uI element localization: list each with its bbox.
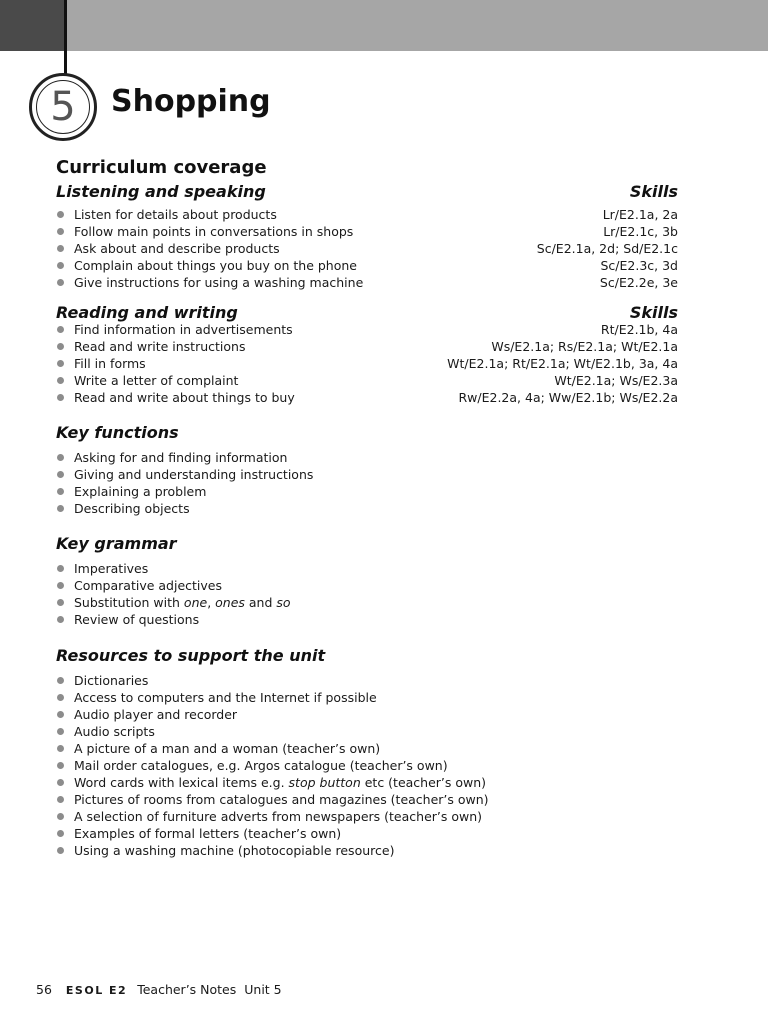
list-item (56, 757, 678, 774)
main-content (56, 156, 678, 859)
item-text: Listen for details about products (74, 207, 277, 222)
skills-code: Sc/E2.2e, 3e (599, 275, 678, 290)
item-text: A selection of furniture adverts from newspapers (teacher’s own) (74, 809, 483, 824)
item-text (74, 594, 291, 611)
page-footer (36, 982, 282, 997)
listening-list (56, 206, 678, 291)
header-band-dark (0, 0, 65, 51)
list-item (56, 223, 678, 240)
bullet-icon (57, 745, 64, 752)
reading-section (56, 302, 678, 406)
item-text: Using a washing machine (photocopiable resource) (74, 843, 395, 858)
bullet-icon (57, 830, 64, 837)
skills-code: Sc/E2.3c, 3d (600, 258, 678, 273)
bullet-icon (57, 245, 64, 252)
bullet-icon (57, 616, 64, 623)
item-text (74, 774, 486, 791)
listening-heading: Listening and speaking (56, 182, 266, 201)
skills-code: Wt/E2.1a; Ws/E2.3a (554, 373, 678, 388)
skills-code: Ws/E2.1a; Rs/E2.1a; Wt/E2.1a (491, 339, 678, 354)
reading-skills-label: Skills (629, 303, 678, 322)
substitution-word-one: one (183, 595, 208, 610)
item-text: Ask about and describe products (74, 241, 280, 256)
key-grammar-section (56, 533, 678, 628)
substitution-word-so: so (276, 595, 291, 610)
key-grammar-heading: Key grammar (56, 534, 177, 553)
list-item (56, 466, 678, 483)
list-item (56, 372, 678, 389)
substitution-prefix: Substitution with (74, 595, 184, 610)
item-text: Fill in forms (74, 356, 146, 371)
item-text: Write a letter of complaint (74, 373, 239, 388)
page-title: Shopping (111, 84, 271, 119)
bullet-icon (57, 279, 64, 286)
bullet-icon (57, 728, 64, 735)
item-text: Examples of formal letters (teacher’s own) (74, 826, 342, 841)
list-item (56, 206, 678, 223)
footer-notes: Teacher’s Notes (137, 982, 237, 997)
list-item (56, 723, 678, 740)
item-text: Read and write about things to buy (74, 390, 295, 405)
skills-code: Wt/E2.1a; Rt/E2.1a; Wt/E2.1b, 3a, 4a (447, 356, 678, 371)
resources-list (56, 672, 678, 859)
list-item (56, 594, 678, 611)
item-text: Pictures of rooms from catalogues and magazines (teacher’s own) (74, 792, 489, 807)
item-text: Explaining a problem (74, 484, 207, 499)
bullet-icon (57, 211, 64, 218)
resources-section (56, 645, 678, 859)
skills-code: Lr/E2.1c, 3b (603, 224, 678, 239)
list-item (56, 672, 678, 689)
item-text: Review of questions (74, 612, 200, 627)
bullet-icon (57, 677, 64, 684)
bullet-icon (57, 488, 64, 495)
substitution-sep-2: and (244, 595, 277, 610)
item-text: Read and write instructions (74, 339, 246, 354)
key-functions-list (56, 449, 678, 517)
bullet-icon (57, 565, 64, 572)
unit-number-badge (29, 73, 97, 141)
page-number: 56 (36, 982, 52, 997)
item-text: Audio player and recorder (74, 707, 238, 722)
list-item (56, 389, 678, 406)
skills-code: Lr/E2.1a, 2a (602, 207, 678, 222)
unit-number: 5 (36, 80, 90, 134)
list-item (56, 500, 678, 517)
resources-heading: Resources to support the unit (56, 646, 326, 665)
list-item (56, 842, 678, 859)
item-text: Giving and understanding instructions (74, 467, 314, 482)
bullet-icon (57, 262, 64, 269)
word-cards-suffix: etc (teacher’s own) (360, 775, 487, 790)
bullet-icon (57, 394, 64, 401)
list-item (56, 449, 678, 466)
list-item (56, 483, 678, 500)
item-text: Audio scripts (74, 724, 155, 739)
list-item (56, 689, 678, 706)
item-text: Give instructions for using a washing machine (74, 275, 364, 290)
bullet-icon (57, 454, 64, 461)
item-text: A picture of a man and a woman (teacher’s own) (74, 741, 381, 756)
bullet-icon (57, 847, 64, 854)
item-text: Access to computers and the Internet if possible (74, 690, 377, 705)
word-cards-example: stop button (288, 775, 361, 790)
item-text: Find information in advertisements (74, 322, 293, 337)
bullet-icon (57, 343, 64, 350)
item-text: Describing objects (74, 501, 190, 516)
substitution-word-ones: ones (215, 595, 245, 610)
list-item (56, 274, 678, 291)
list-item (56, 706, 678, 723)
bullet-icon (57, 796, 64, 803)
word-cards-prefix: Word cards with lexical items e.g. (74, 775, 289, 790)
bullet-icon (57, 505, 64, 512)
item-text: Imperatives (74, 561, 149, 576)
bullet-icon (57, 762, 64, 769)
bullet-icon (57, 471, 64, 478)
substitution-sep-1: , (207, 595, 216, 610)
key-grammar-list (56, 560, 678, 628)
skills-code: Rt/E2.1b, 4a (600, 322, 678, 337)
list-item (56, 338, 678, 355)
list-item (56, 774, 678, 791)
listening-section (56, 181, 678, 291)
footer-unit: Unit 5 (244, 982, 282, 997)
bullet-icon (57, 582, 64, 589)
key-functions-heading: Key functions (56, 423, 179, 442)
footer-brand: ESOL E2 (65, 984, 128, 997)
item-text: Mail order catalogues, e.g. Argos catalogue (teacher’s own) (74, 758, 448, 773)
header-band-light (65, 0, 768, 51)
listening-skills-label: Skills (629, 182, 678, 201)
item-text: Asking for and finding information (74, 450, 288, 465)
bullet-icon (57, 599, 64, 606)
bullet-icon (57, 326, 64, 333)
list-item (56, 825, 678, 842)
bullet-icon (57, 711, 64, 718)
bullet-icon (57, 813, 64, 820)
list-item (56, 560, 678, 577)
reading-list (56, 321, 678, 406)
list-item (56, 808, 678, 825)
list-item (56, 321, 678, 338)
list-item (56, 611, 678, 628)
reading-heading: Reading and writing (56, 303, 238, 322)
bullet-icon (57, 779, 64, 786)
skills-code: Rw/E2.2a, 4a; Ww/E2.1b; Ws/E2.2a (458, 390, 678, 405)
header-divider-line (64, 0, 67, 74)
list-item (56, 577, 678, 594)
list-item (56, 791, 678, 808)
bullet-icon (57, 228, 64, 235)
item-text: Follow main points in conversations in shops (74, 224, 354, 239)
item-text: Dictionaries (74, 673, 149, 688)
list-item (56, 740, 678, 757)
list-item (56, 355, 678, 372)
item-text: Complain about things you buy on the phone (74, 258, 357, 273)
list-item (56, 240, 678, 257)
key-functions-section (56, 422, 678, 517)
item-text: Comparative adjectives (74, 578, 222, 593)
bullet-icon (57, 694, 64, 701)
list-item (56, 257, 678, 274)
curriculum-heading: Curriculum coverage (56, 157, 267, 178)
skills-code: Sc/E2.1a, 2d; Sd/E2.1c (536, 241, 678, 256)
bullet-icon (57, 360, 64, 367)
bullet-icon (57, 377, 64, 384)
